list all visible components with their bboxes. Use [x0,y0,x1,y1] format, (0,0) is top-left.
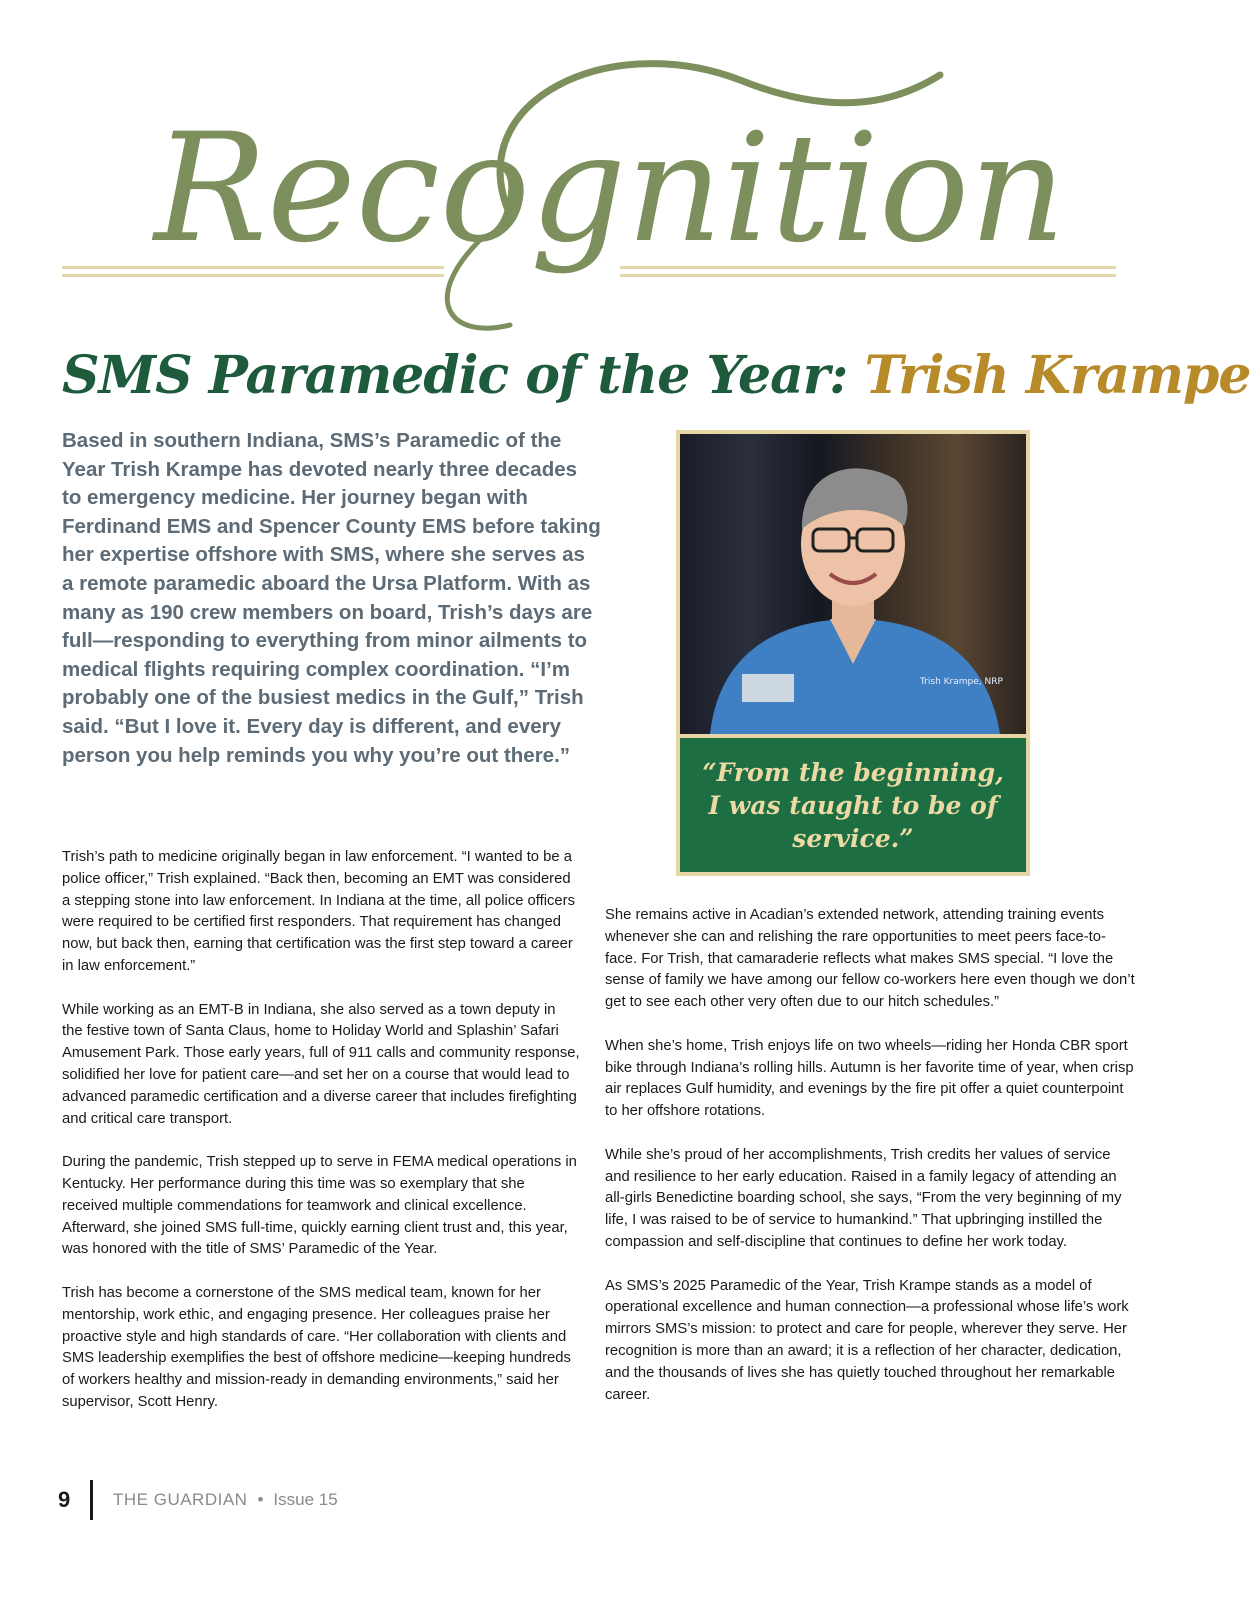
body-paragraph: While working as an EMT-B in Indiana, she also served as a town deputy in the festive town of Santa Claus, home to Holiday World and Splashin’ Safari Amusement Park. Those early years, full of 911 calls and community response, solidified her love for patient care—and set her on a course that would lead to advanced paramedic certification and a diverse career that includes firefighting and critical care transport. [62,1001,580,1127]
footer-divider [90,1480,93,1520]
headline-part-gold: Trish Krampe [864,345,1251,406]
body-paragraph: During the pandemic, Trish stepped up to serve in FEMA medical operations in Kentucky. Her performance during this time was so exemplary that she received multiple commendations for teamwork and clinical excellence. Afterward, she joined SMS full-time, quickly earning client trust and, this year, was honored with the title of SMS’ Paramedic of the Year. [62,1154,577,1258]
body-paragraph: Trish has become a cornerstone of the SMS medical team, known for her mentorship, work ethic, and engaging presence. Her colleagues praise her proactive style and high standards of care. “Her collaboration with clients and SMS leadership exemplifies the best of offshore medicine—keeping hundreds of workers healthy and mission-ready in demanding environments,” said her supervisor, Scott Henry. [62,1284,571,1410]
pull-quote-box [680,738,1026,872]
body-paragraph: She remains active in Acadian’s extended network, attending training events whenever she can and relishing the rare opportunities to meet peers face-to-face. For Trish, that camaraderie reflects what makes SMS special. “I love the sense of family we have among our fellow co-workers here even though we don’t get to see each other very often due to our hitch schedules.” [605,907,1135,1011]
page-number: 9 [58,1487,71,1512]
issue-number: Issue 15 [273,1490,338,1509]
body-paragraph: While she’s proud of her accomplishments, Trish credits her values of service and resilience to her early education. Raised in a family legacy of attending an all-girls Benedictine boarding school, she says, “From the very beginning of my life, I was raised to be of service to humankind.” That upbringing instilled the compassion and self-discipline that continues to define her work today. [605,1146,1122,1250]
body-paragraph: When she’s home, Trish enjoys life on two wheels—riding her Honda CBR sport bike through Indiana’s rolling hills. Autumn is her favorite time of year, when crisp air replaces Gulf humidity, and evenings by the fire pit offer a quiet counterpoint to her offshore rotations. [605,1037,1134,1120]
publication-name: THE GUARDIAN [113,1490,248,1509]
headline-part-green: SMS Paramedic of the Year: [62,345,865,406]
intro-paragraph: Based in southern Indiana, SMS’s Paramedic of the Year Trish Krampe has devoted nearly three decades to emergency medicine. Her journey began with Ferdinand EMS and Spencer County EMS before taking her expertise offshore with SMS, where she serves as a remote paramedic aboard the Ursa Platform. With as many as 190 crew members on board, Trish’s days are full—responding to everything from minor ailments to medical flights requiring complex coordination. “I’m probably one of the busiest medics in the Gulf,” Trish said. “But I love it. Every day is different, and every person you help reminds you why you’re out there.” [62,429,601,767]
body-column-right [605,905,1135,1428]
pull-quote: “From the beginning, I was taught to be of service.” [702,757,1004,853]
body-paragraph: As SMS’s 2025 Paramedic of the Year, Trish Krampe stands as a model of operational excellence and human connection—a professional whose life’s work mirrors SMS’s mission: to protect and care for people, wherever they serve. Her recognition is more than an award; it is a reflection of her character, dedication, and the thousands of lives she has quietly touched throughout her remarkable career. [605,1277,1129,1403]
body-paragraph: Trish’s path to medicine originally began in law enforcement. “I wanted to be a police officer,” Trish explained. “Back then, becoming an EMT was considered a stepping stone into law enforcement. In Indiana at the time, all police officers were required to be certified first responders. That requirement has changed now, but back then, earning that certification was the first step toward a career in law enforcement.” [62,849,575,974]
body-column-left [62,847,580,1436]
shirt-name-text: Trish Krampe, NRP [920,677,1003,687]
photo-frame [676,430,1030,876]
page-footer [58,1480,338,1520]
footer-separator: • [257,1490,264,1509]
section-title-recognition [154,40,1066,350]
portrait-illustration [680,434,1026,734]
section-title-text: Recognition [154,102,1066,276]
portrait-photo [680,434,1026,734]
article-headline [62,345,1251,406]
